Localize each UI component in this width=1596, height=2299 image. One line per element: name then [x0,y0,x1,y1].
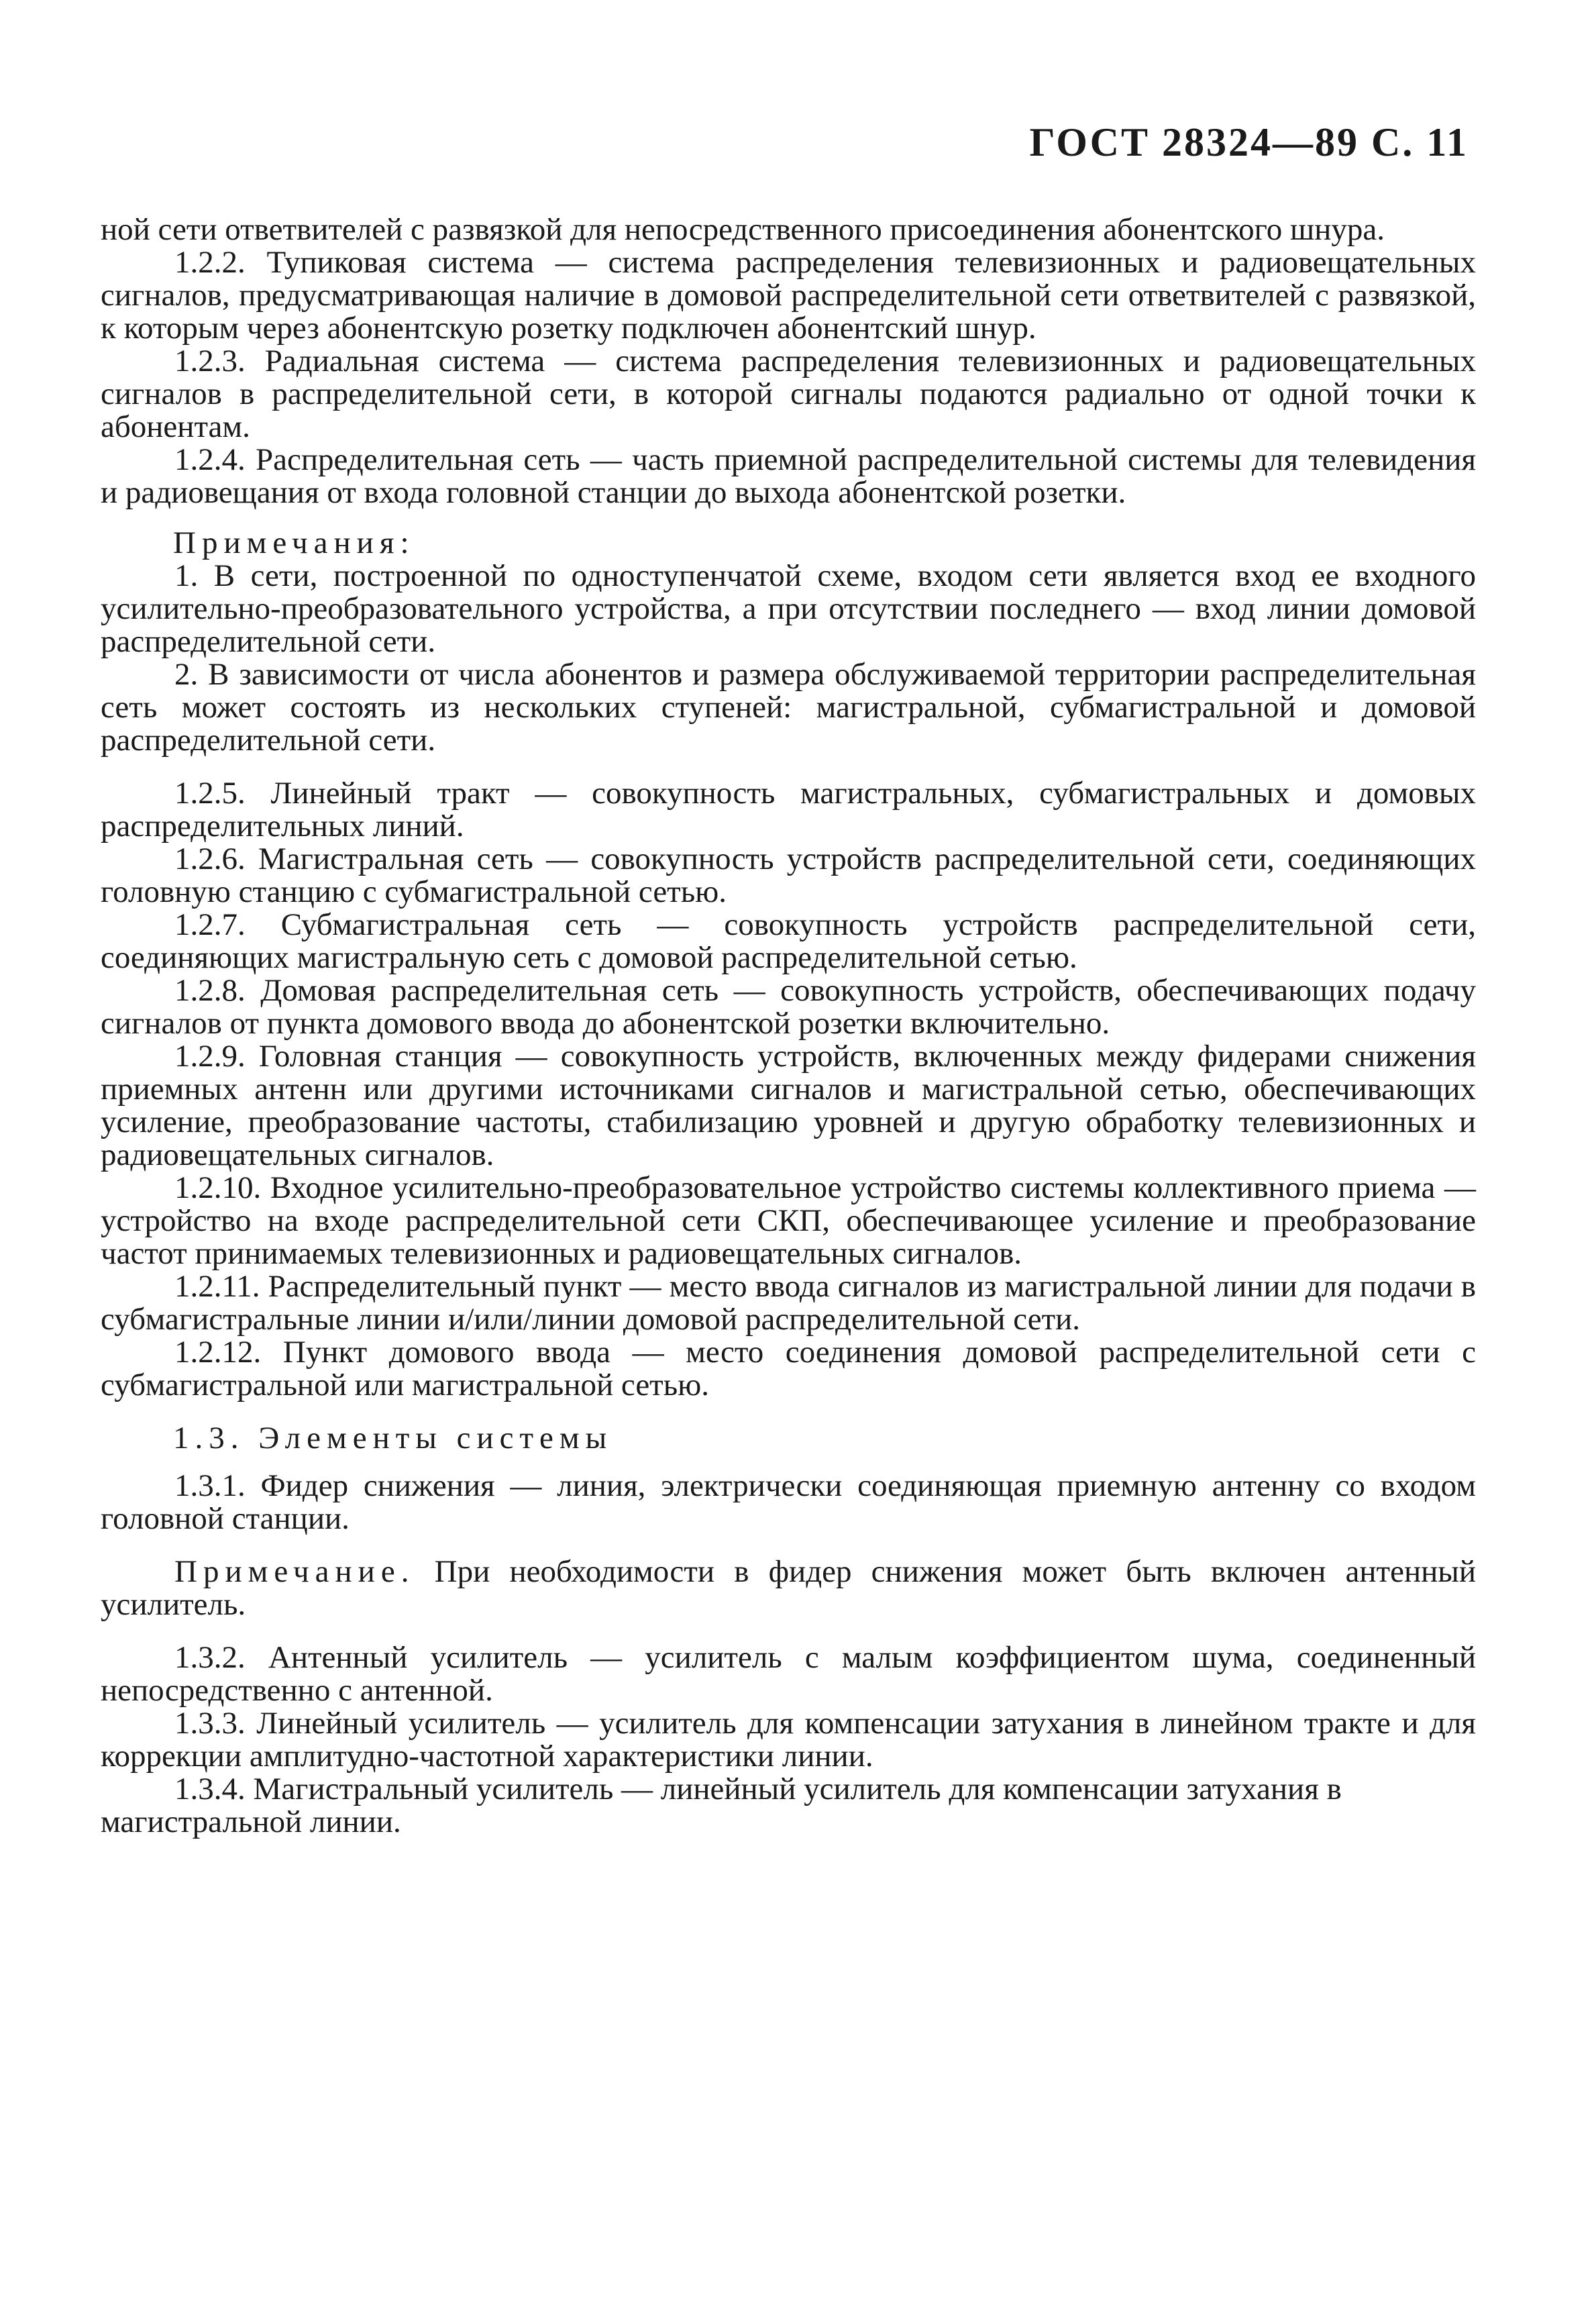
clause-1-2-4: 1.2.4. Распределительная сеть — часть приемной распределительной системы для телевидения и радиовещания от входа головной станции до выхода абонентской розетки. [101,442,1476,510]
notes-heading: Примечания: [173,525,415,560]
page-header: ГОСТ 28324—89 С. 11 [1029,120,1469,164]
clause-1-3-4: 1.3.4. Магистральный усилитель — линейный усилитель для компенсации затухания в магистральной линии. [101,1772,1342,1839]
clause-1-2-5: 1.2.5. Линейный тракт — совокупность магистральных, субмагистральных и домовых распределительных линий. [101,776,1476,844]
note-label: Примечание. [174,1554,415,1589]
clause-1-2-11: 1.2.11. Распределительный пункт — место ввода сигналов из магистральной линии для подачи в субмагистральные линии и/или/линии домовой распределительной сети. [101,1269,1476,1337]
clause-1-2-9: 1.2.9. Головная станция — совокупность устройств, включенных между фидерами снижения приемных антенн или другими источниками сигналов и магистральной сетью, обеспечивающих усиление, преобразование частоты, стабилизацию уровней и другую обработку телевизионных и радиовещательных сигналов. [101,1039,1476,1172]
section-heading-1-3: 1.3. Элементы системы [173,1421,613,1455]
clause-1-2-2: 1.2.2. Тупиковая система — система распределения телевизионных и радиовещательных сигналов, предусматривающая наличие в домовой распределительной сети ответвителей с развязкой, к которым через абонентскую розетку подключен абонентский шнур. [101,245,1476,346]
clause-1-3-3: 1.3.3. Линейный усилитель — усилитель для компенсации затухания в линейном тракте и для коррекции амплитудно-частотной характеристики линии. [101,1706,1476,1774]
paragraph-continuation: ной сети ответвителей с развязкой для непосредственного присоединения абонентского шнура. [101,212,1385,247]
clause-1-2-10: 1.2.10. Входное усилительно-преобразовательное устройство системы коллективного приема — устройство на входе распределительной сети СКП, обеспечивающее усиление и преобразование частот принимаемых телевизионных и радиовещательных сигналов. [101,1170,1476,1271]
note-single [101,1555,1476,1621]
note-text: При необходимости в фидер снижения может быть включен антенный усилитель. [101,1554,1476,1622]
clause-1-2-7: 1.2.7. Субмагистральная сеть — совокупность устройств распределительной сети, соединяющих магистральную сеть с домовой распределительной сетью. [101,907,1476,975]
clause-1-3-2: 1.3.2. Антенный усилитель — усилитель с малым коэффициентом шума, соединенный непосредственно с антенной. [101,1640,1476,1708]
clause-1-2-12: 1.2.12. Пункт домового ввода — место соединения домовой распределительной сети с субмагистральной или магистральной сетью. [101,1335,1476,1402]
document-body [101,213,1476,1839]
note-1: 1. В сети, построенной по одноступенчатой схеме, входом сети является вход ее входного усилительно-преобразовательного устройства, а при отсутствии последнего — вход линии домовой распределительной сети. [101,558,1476,659]
clause-1-2-6: 1.2.6. Магистральная сеть — совокупность устройств распределительной сети, соединяющих головную станцию с субмагистральной сетью. [101,841,1476,909]
clause-1-3-1: 1.3.1. Фидер снижения — линия, электрически соединяющая приемную антенну со входом головной станции. [101,1468,1476,1536]
clause-1-2-3: 1.2.3. Радиальная система — система распределения телевизионных и радиовещательных сигналов в распределительной сети, в которой сигналы подаются радиально от одной точки к абонентам. [101,344,1476,444]
clause-1-2-8: 1.2.8. Домовая распределительная сеть — совокупность устройств, обеспечивающих подачу сигналов от пункта домового ввода до абонентской розетки включительно. [101,973,1476,1041]
note-2: 2. В зависимости от числа абонентов и размера обслуживаемой территории распределительная сеть может состоять из нескольких ступеней: магистральной, субмагистральной и домовой распределительной сети. [101,657,1476,758]
